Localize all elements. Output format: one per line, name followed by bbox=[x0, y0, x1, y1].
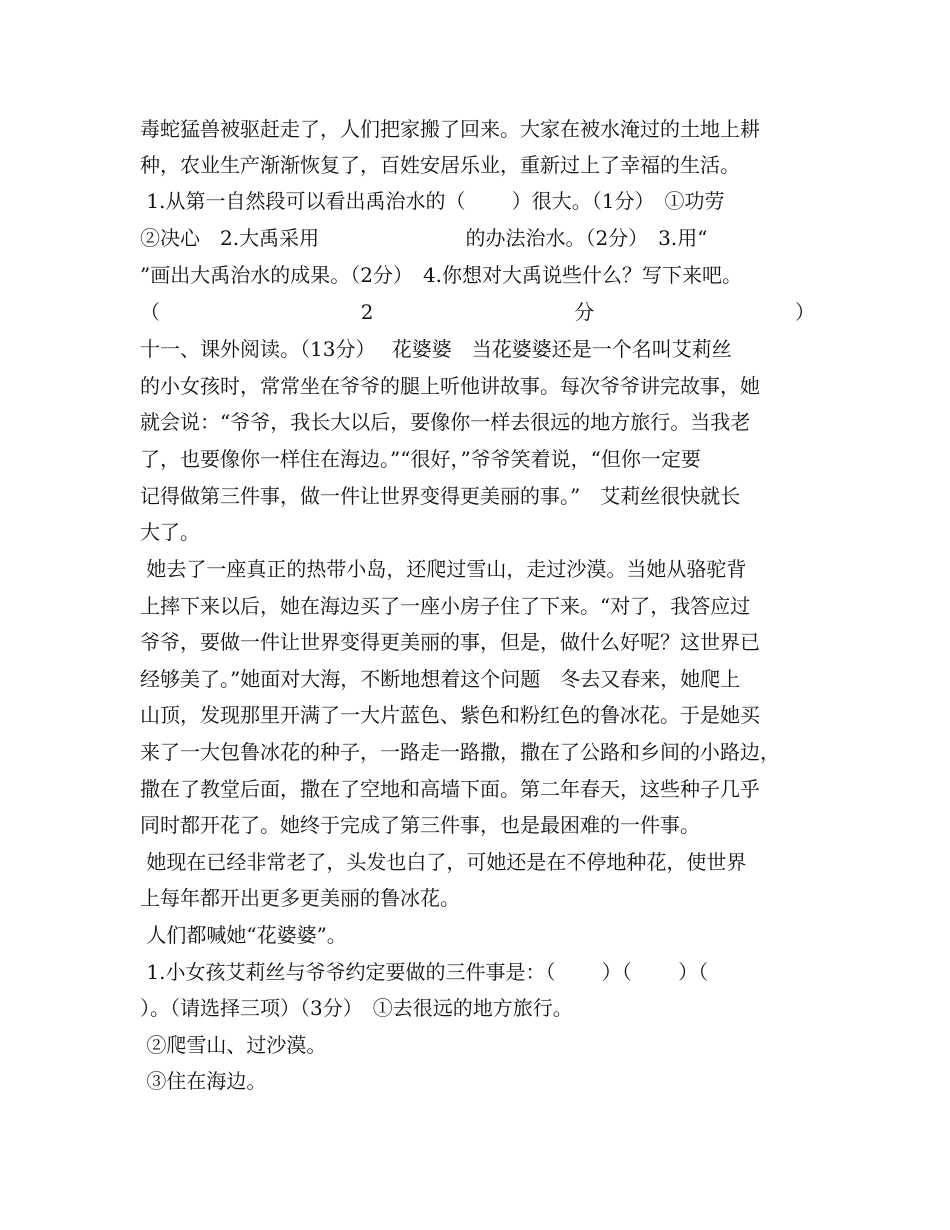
question-line: ②决心 2.大禹采用 的办法治水。（2分） 3.用“ bbox=[140, 226, 708, 250]
score-unit: 分 bbox=[574, 300, 595, 324]
text-line: 来了一大包鲁冰花的种子，一路走一路撒，撒在了公路和乡间的小路边， bbox=[140, 740, 780, 764]
text-line: 她现在已经非常老了，头发也白了，可她还是在不停地种花，使世界 bbox=[140, 850, 747, 874]
question-line: 1.从第一自然段可以看出禹治水的（ ）很大。（1分） ①功劳 bbox=[140, 189, 725, 213]
section-heading-line: 十一、课外阅读。（13分） 花婆婆 当花婆婆还是一个名叫艾莉丝 bbox=[140, 337, 732, 361]
text-line: 同时都开花了。她终于完成了第三件事，也是最困难的一件事。 bbox=[140, 813, 700, 837]
text-line: 就会说：“爷爷，我长大以后，要像你一样去很远的地方旅行。当我老 bbox=[140, 410, 751, 434]
text-line: 记得做第三件事，做一件让世界变得更美丽的事。” 艾莉丝很快就长 bbox=[140, 484, 741, 508]
text-line: 山顶，发现那里开满了一大片蓝色、紫色和粉红色的鲁冰花。于是她买 bbox=[140, 703, 760, 727]
paren-close: ） bbox=[794, 300, 815, 324]
text-line: 经够美了。”她面对大海，不断地想着这个问题 冬去又春来，她爬上 bbox=[140, 667, 741, 691]
question-line: ”画出大禹治水的成果。（2分） 4.你想对大禹说些什么？写下来吧。 bbox=[140, 263, 743, 287]
text-line: 毒蛇猛兽被驱赶走了，人们把家搬了回来。大家在被水淹过的土地上耕 bbox=[140, 117, 760, 141]
option-line: ③住在海边。 bbox=[140, 1069, 267, 1093]
text-line: 人们都喊她“花婆婆”。 bbox=[140, 923, 347, 947]
text-line: 种，农业生产渐渐恢复了，百姓安居乐业，重新过上了幸福的生活。 bbox=[140, 153, 740, 177]
score-line bbox=[140, 294, 815, 330]
text-line: 上摔下来以后，她在海边买了一座小房子住了下来。“对了，我答应过 bbox=[140, 594, 751, 618]
paren-open: （ bbox=[140, 300, 160, 324]
text-line: 了，也要像你一样住在海边。”“很好，”爷爷笑着说，“但你一定要 bbox=[140, 447, 701, 471]
text-line: 上每年都开出更多更美丽的鲁冰花。 bbox=[140, 886, 460, 910]
text-line: 爷爷，要做一件让世界变得更美丽的事，但是，做什么好呢？这世界已 bbox=[140, 630, 760, 654]
text-line: 的小女孩时，常常坐在爷爷的腿上听他讲故事。每次爷爷讲完故事，她 bbox=[140, 374, 760, 398]
option-line: ②爬雪山、过沙漠。 bbox=[140, 1033, 327, 1057]
text-line: 撒在了教堂后面，撒在了空地和高墙下面。第二年春天，这些种子几乎 bbox=[140, 777, 760, 801]
text-line: 大了。 bbox=[140, 520, 200, 544]
score-number: 2 bbox=[360, 300, 374, 324]
question-line: ）。（请选择三项）（3分） ①去很远的地方旅行。 bbox=[140, 996, 573, 1020]
text-line: 她去了一座真正的热带小岛，还爬过雪山，走过沙漠。当她从骆驼背 bbox=[140, 557, 747, 581]
question-line: 1.小女孩艾莉丝与爷爷约定要做的三件事是：（ ）（ ）（ bbox=[140, 960, 709, 984]
